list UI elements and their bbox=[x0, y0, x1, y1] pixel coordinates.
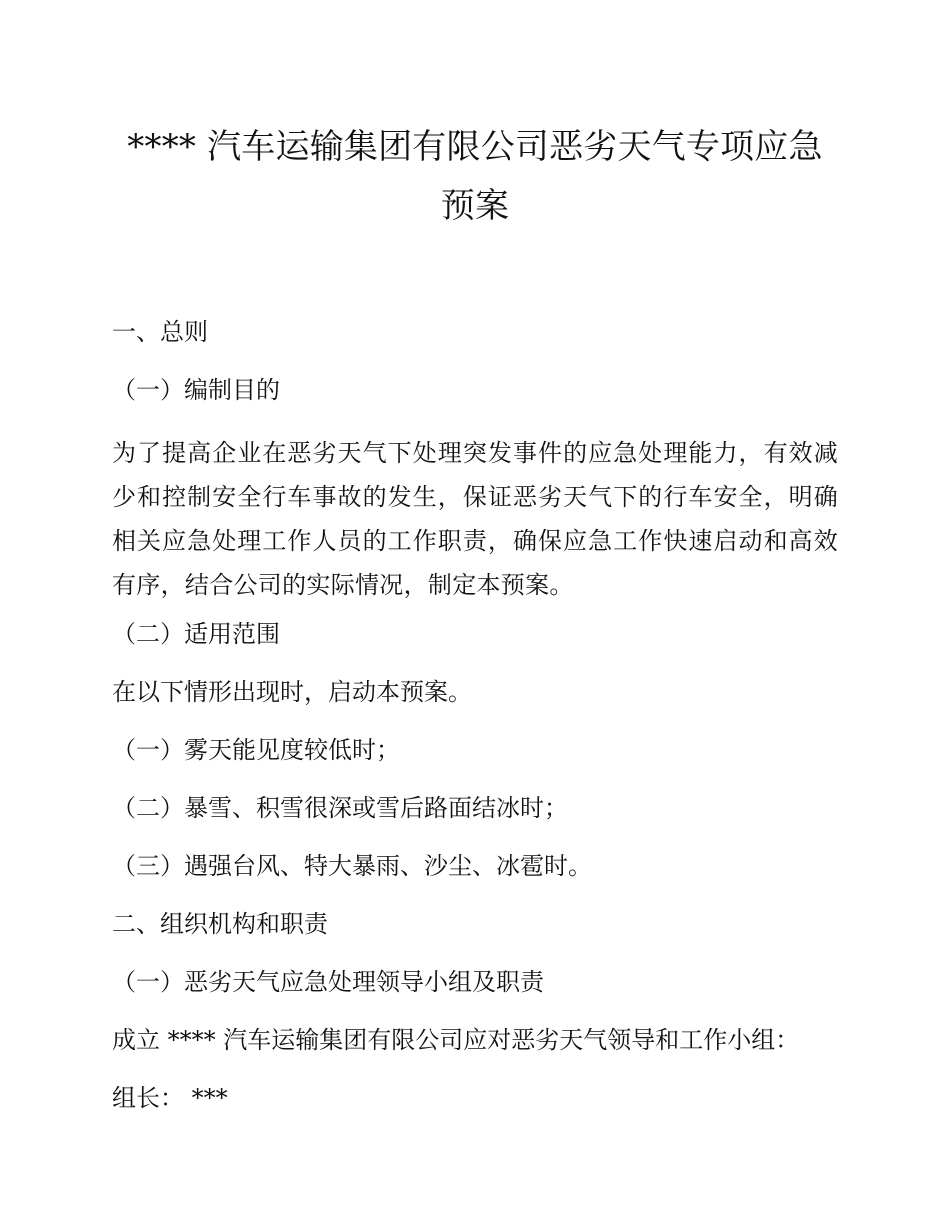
scope-item-storm: （三）遇强台风、特大暴雨、沙尘、冰雹时。 bbox=[112, 852, 592, 880]
document-title: **** 汽车运输集团有限公司恶劣天气专项应急预案 bbox=[127, 127, 823, 226]
scope-item-snow: （二）暴雪、积雪很深或雪后路面结冰时； bbox=[112, 794, 568, 822]
section-heading-general: 一、总则 bbox=[112, 318, 208, 346]
subheading-scope: （二）适用范围 bbox=[112, 620, 280, 648]
leader-line: 组长： *** bbox=[112, 1084, 228, 1112]
subheading-leadership: （一）恶劣天气应急处理领导小组及职责 bbox=[112, 968, 544, 996]
scope-item-fog: （一）雾天能见度较低时； bbox=[112, 736, 400, 764]
document-body bbox=[112, 315, 838, 1139]
purpose-paragraph: 为了提高企业在恶劣天气下处理突发事件的应急处理能力，有效减少和控制安全行车事故的发生，保证恶劣天气下的行车安全，明确相关应急处理工作人员的工作职责，确保应急工作快速启动和高效有序，结合公司的实际情况，制定本预案。 bbox=[112, 439, 838, 599]
section-heading-organization: 二、组织机构和职责 bbox=[112, 910, 328, 938]
leadership-paragraph: 成立 **** 汽车运输集团有限公司应对恶劣天气领导和工作小组： bbox=[112, 1026, 800, 1054]
subheading-purpose: （一）编制目的 bbox=[112, 376, 280, 404]
scope-intro: 在以下情形出现时，启动本预案。 bbox=[112, 678, 472, 706]
